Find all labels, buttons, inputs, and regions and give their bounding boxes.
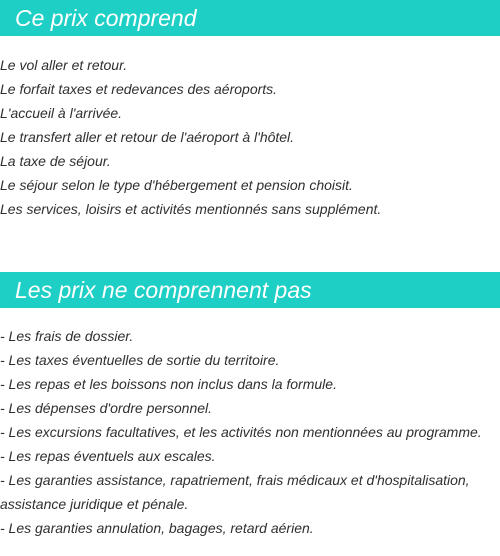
list-item: - Les repas et les boissons non inclus dans la formule. (0, 376, 337, 392)
list-item: L'accueil à l'arrivée. (0, 105, 123, 121)
list-item: - Les garanties assistance, rapatriement, frais médicaux et d'hospitalisation, assistance juridique et pénale. (0, 472, 470, 512)
list-item: - Les taxes éventuelles de sortie du territoire. (0, 352, 280, 368)
list-item: Le vol aller et retour. (0, 57, 128, 73)
list-item: Le forfait taxes et redevances des aéroports. (0, 81, 278, 97)
included-list (0, 53, 500, 221)
list-item: La taxe de séjour. (0, 153, 111, 169)
section-header-excluded (0, 272, 500, 308)
list-item: - Les excursions facultatives, et les activités non mentionnées au programme. (0, 424, 482, 440)
list-item: - Les frais de dossier. (0, 328, 134, 344)
list-item: Le séjour selon le type d'hébergement et pension choisit. (0, 177, 353, 193)
list-item: - Les repas éventuels aux escales. (0, 448, 216, 464)
section-title-excluded: Les prix ne comprennent pas (15, 277, 312, 303)
excluded-list (0, 324, 500, 540)
list-item: Les services, loisirs et activités mentionnés sans supplément. (0, 201, 382, 217)
section-header-included (0, 0, 500, 36)
list-item: - Les garanties annulation, bagages, retard aérien. (0, 520, 314, 536)
list-item: - Les dépenses d'ordre personnel. (0, 400, 213, 416)
list-item: Le transfert aller et retour de l'aéroport à l'hôtel. (0, 129, 295, 145)
section-title-included: Ce prix comprend (15, 5, 197, 31)
